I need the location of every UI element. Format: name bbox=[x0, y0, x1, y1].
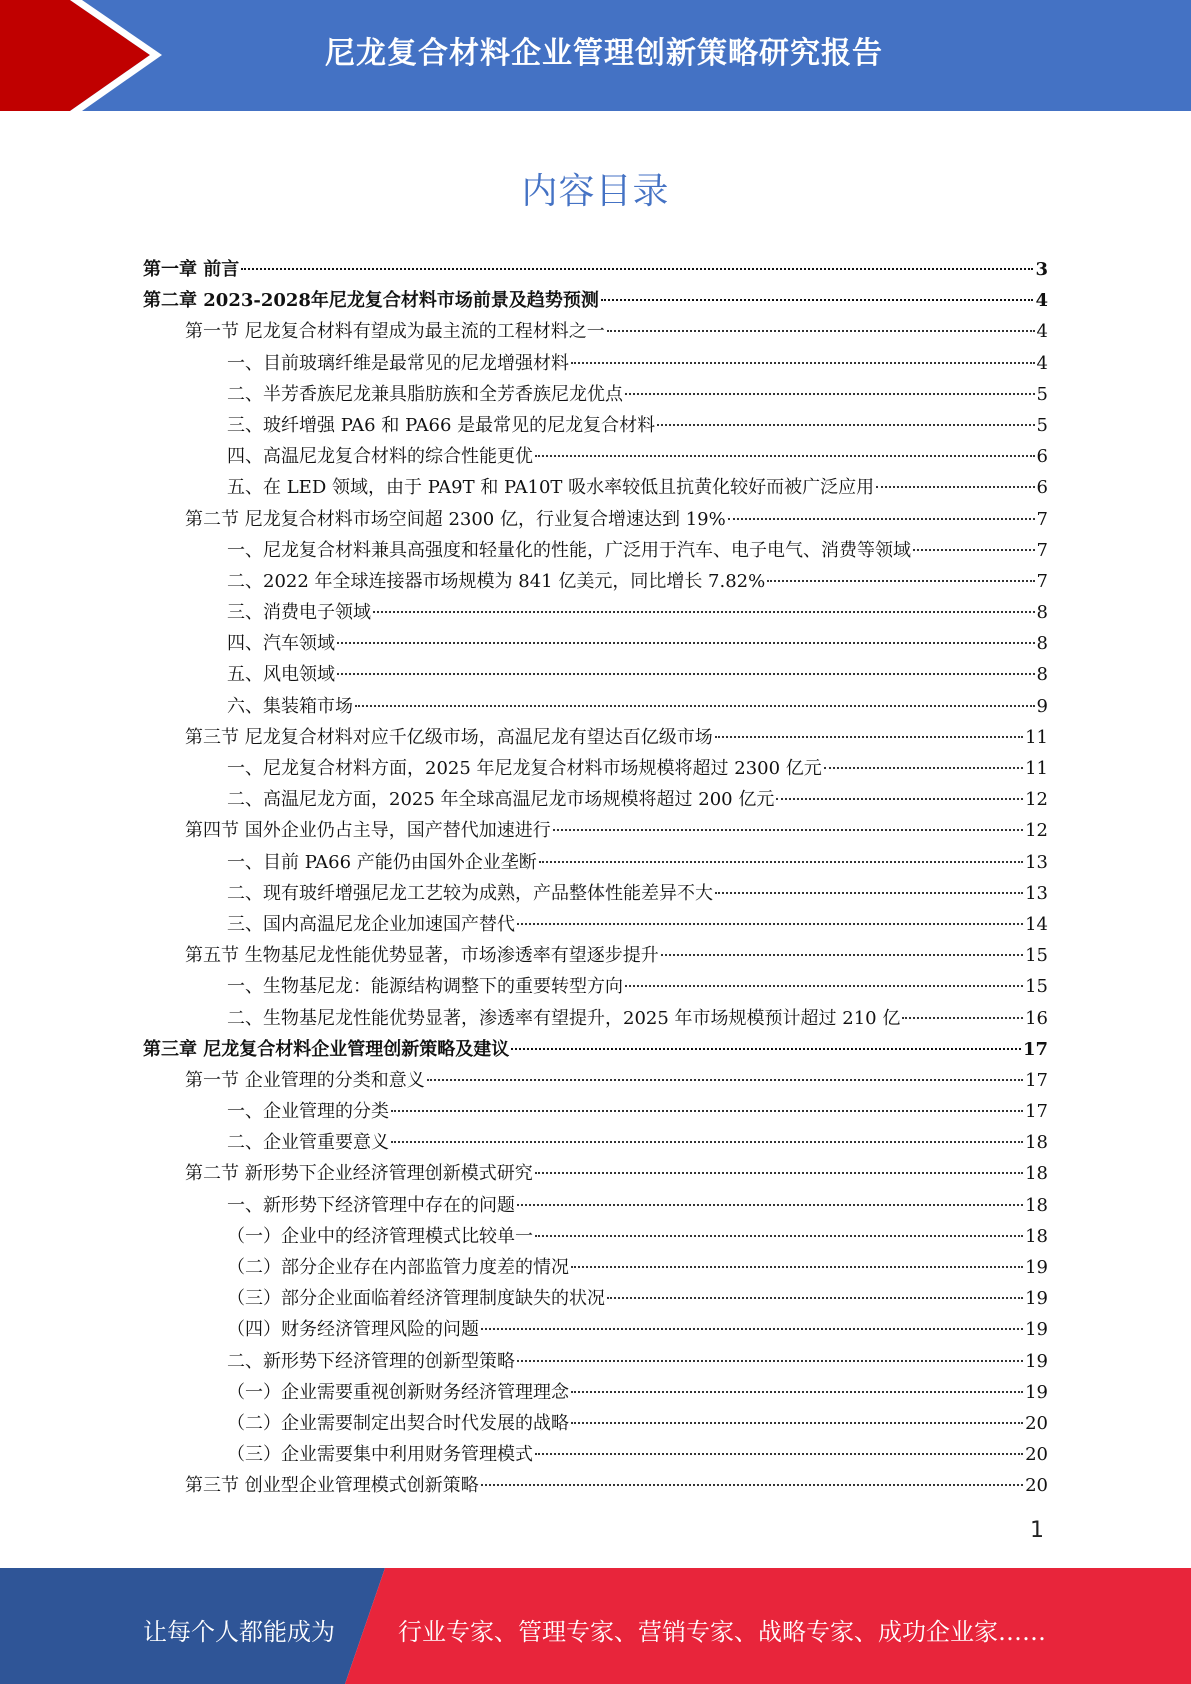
toc-entry-label: 第二节 尼龙复合材料市场空间超 2300 亿，行业复合增速达到 19% bbox=[185, 508, 726, 530]
toc-entry-page: 14 bbox=[1025, 913, 1048, 935]
toc-entry-label: 二、2022 年全球连接器市场规模为 841 亿美元，同比增长 7.82% bbox=[227, 570, 766, 592]
toc-entry-page: 20 bbox=[1025, 1412, 1048, 1434]
toc-dot-leader bbox=[625, 393, 1035, 395]
toc-entry-page: 3 bbox=[1035, 259, 1048, 280]
toc-entry-label: 二、生物基尼龙性能优势显著，渗透率有望提升，2025 年市场规模预计超过 210 亿 bbox=[227, 1007, 901, 1029]
toc-entry[interactable] bbox=[143, 597, 1048, 628]
toc-entry-label: 二、新形势下经济管理的创新型策略 bbox=[227, 1350, 515, 1372]
toc-list bbox=[143, 254, 1048, 1502]
toc-dot-leader bbox=[511, 1048, 1021, 1050]
toc-entry-label: 第三章 尼龙复合材料企业管理创新策略及建议 bbox=[143, 1038, 510, 1060]
toc-entry-label: 第三节 创业型企业管理模式创新策略 bbox=[185, 1475, 479, 1497]
toc-entry-label: 二、企业管重要意义 bbox=[227, 1132, 389, 1154]
toc-entry-label: 第五节 生物基尼龙性能优势显著，市场渗透率有望逐步提升 bbox=[185, 945, 659, 967]
toc-entry-label: 第四节 国外企业仍占主导，国产替代加速进行 bbox=[185, 820, 551, 842]
toc-dot-leader bbox=[517, 1360, 1023, 1362]
toc-entry-page: 11 bbox=[1025, 726, 1048, 748]
toc-entry[interactable] bbox=[143, 753, 1048, 784]
footer-slogan-right: 行业专家、管理专家、营销专家、战略专家、成功企业家…… bbox=[398, 1618, 1046, 1646]
toc-entry-page: 9 bbox=[1036, 695, 1048, 717]
toc-entry-page: 8 bbox=[1036, 664, 1048, 686]
toc-entry-page: 5 bbox=[1036, 383, 1048, 405]
toc-entry-label: 二、半芳香族尼龙兼具脂肪族和全芳香族尼龙优点 bbox=[227, 383, 623, 405]
toc-entry[interactable] bbox=[143, 1252, 1048, 1283]
toc-dot-leader bbox=[607, 1297, 1023, 1299]
toc-entry-page: 19 bbox=[1025, 1381, 1048, 1403]
toc-dot-leader bbox=[913, 549, 1035, 551]
toc-entry-label: 第一章 前言 bbox=[143, 259, 240, 280]
toc-entry-label: 四、汽车领域 bbox=[227, 633, 335, 655]
toc-entry-page: 17 bbox=[1025, 1101, 1048, 1123]
toc-dot-leader bbox=[391, 1141, 1023, 1143]
toc-entry[interactable] bbox=[143, 940, 1048, 971]
toc-dot-leader bbox=[728, 518, 1035, 520]
toc-heading: 内容目录 bbox=[521, 171, 670, 212]
toc-entry-label: 一、尼龙复合材料方面，2025 年尼龙复合材料市场规模将超过 2300 亿元 bbox=[227, 758, 822, 779]
header-red-arrow bbox=[0, 0, 150, 111]
toc-entry-page: 13 bbox=[1025, 882, 1048, 904]
toc-entry-label: 第三节 尼龙复合材料对应千亿级市场，高温尼龙有望达百亿级市场 bbox=[185, 726, 713, 748]
toc-entry[interactable] bbox=[143, 1314, 1048, 1345]
toc-entry[interactable] bbox=[143, 1034, 1048, 1065]
toc-dot-leader bbox=[535, 1235, 1023, 1237]
toc-entry-label: 二、高温尼龙方面，2025 年全球高温尼龙市场规模将超过 200 亿元 bbox=[227, 789, 775, 811]
toc-entry-page: 16 bbox=[1025, 1007, 1048, 1029]
toc-dot-leader bbox=[607, 330, 1035, 332]
toc-entry-page: 18 bbox=[1025, 1132, 1048, 1154]
toc-entry-label: 三、国内高温尼龙企业加速国产替代 bbox=[227, 913, 515, 935]
toc-entry-page: 7 bbox=[1036, 508, 1048, 530]
toc-entry-page: 19 bbox=[1025, 1288, 1048, 1310]
toc-entry-page: 5 bbox=[1036, 414, 1048, 436]
toc-dot-leader bbox=[571, 362, 1035, 364]
toc-entry-page: 17 bbox=[1022, 1038, 1048, 1060]
toc-entry-label: 一、目前 PA66 产能仍由国外企业垄断 bbox=[227, 851, 537, 873]
toc-entry-page: 18 bbox=[1025, 1163, 1048, 1185]
toc-entry[interactable] bbox=[143, 535, 1048, 566]
toc-entry[interactable] bbox=[143, 691, 1048, 722]
toc-entry[interactable] bbox=[143, 254, 1048, 285]
toc-dot-leader bbox=[337, 673, 1035, 675]
toc-entry[interactable] bbox=[143, 847, 1048, 878]
toc-entry[interactable] bbox=[143, 566, 1048, 597]
header-title: 尼龙复合材料企业管理创新策略研究报告 bbox=[325, 36, 883, 71]
toc-entry[interactable] bbox=[143, 285, 1048, 316]
toc-entry[interactable] bbox=[143, 659, 1048, 690]
toc-entry-label: 第二章 2023-2028年尼龙复合材料市场前景及趋势预测 bbox=[143, 290, 599, 312]
toc-dot-leader bbox=[355, 705, 1035, 707]
toc-dot-leader bbox=[337, 642, 1035, 644]
toc-dot-leader bbox=[571, 1422, 1023, 1424]
toc-dot-leader bbox=[373, 611, 1035, 613]
toc-entry-page: 8 bbox=[1036, 633, 1048, 655]
toc-dot-leader bbox=[517, 1204, 1023, 1206]
toc-entry[interactable] bbox=[143, 1065, 1048, 1096]
toc-dot-leader bbox=[391, 1110, 1023, 1112]
toc-entry[interactable] bbox=[143, 1377, 1048, 1408]
toc-entry[interactable] bbox=[143, 472, 1048, 503]
footer-band bbox=[0, 1568, 1191, 1684]
toc-entry-label: 第一节 企业管理的分类和意义 bbox=[185, 1069, 425, 1091]
toc-dot-leader bbox=[625, 985, 1023, 987]
toc-entry[interactable] bbox=[143, 1283, 1048, 1314]
toc-dot-leader bbox=[535, 455, 1035, 457]
toc-dot-leader bbox=[715, 892, 1023, 894]
toc-entry-page: 19 bbox=[1025, 1350, 1048, 1372]
toc-entry[interactable] bbox=[143, 1158, 1048, 1189]
toc-dot-leader bbox=[657, 424, 1034, 426]
toc-entry-label: 六、集装箱市场 bbox=[227, 695, 353, 717]
toc-entry[interactable] bbox=[143, 316, 1048, 347]
toc-entry-page: 7 bbox=[1036, 539, 1048, 561]
toc-entry[interactable] bbox=[143, 348, 1048, 379]
toc-entry-page: 15 bbox=[1025, 945, 1048, 967]
toc-dot-leader bbox=[661, 954, 1023, 956]
toc-entry-page: 13 bbox=[1025, 851, 1048, 873]
toc-entry-label: 三、消费电子领域 bbox=[227, 602, 371, 624]
toc-entry[interactable] bbox=[143, 784, 1048, 815]
toc-entry-page: 19 bbox=[1025, 1257, 1048, 1278]
toc-entry-label: （一）企业中的经济管理模式比较单一 bbox=[227, 1225, 533, 1247]
page-number: 1 bbox=[1030, 1518, 1044, 1543]
toc-dot-leader bbox=[767, 580, 1034, 582]
toc-entry[interactable] bbox=[143, 1190, 1048, 1221]
toc-entry[interactable] bbox=[143, 410, 1048, 441]
toc-entry-page: 20 bbox=[1025, 1444, 1048, 1466]
toc-entry[interactable] bbox=[143, 815, 1048, 846]
toc-entry[interactable] bbox=[143, 878, 1048, 909]
toc-dot-leader bbox=[241, 268, 1033, 270]
toc-entry[interactable] bbox=[143, 1096, 1048, 1127]
toc-entry-label: 一、尼龙复合材料兼具高强度和轻量化的性能，广泛用于汽车、电子电气、消费等领域 bbox=[227, 539, 911, 561]
toc-entry[interactable] bbox=[143, 1221, 1048, 1252]
toc-entry-page: 18 bbox=[1025, 1194, 1048, 1216]
toc-entry[interactable] bbox=[143, 379, 1048, 410]
toc-entry-page: 7 bbox=[1036, 570, 1048, 592]
toc-entry[interactable] bbox=[143, 1346, 1048, 1377]
toc-dot-leader bbox=[571, 1266, 1023, 1268]
toc-entry-page: 20 bbox=[1025, 1475, 1048, 1497]
toc-entry-label: 第一节 尼龙复合材料有望成为最主流的工程材料之一 bbox=[185, 321, 605, 343]
toc-dot-leader bbox=[535, 1453, 1023, 1455]
toc-entry-label: （二）企业需要制定出契合时代发展的战略 bbox=[227, 1412, 569, 1434]
toc-entry-label: 第二节 新形势下企业经济管理创新模式研究 bbox=[185, 1163, 533, 1185]
toc-dot-leader bbox=[876, 486, 1034, 488]
toc-dot-leader bbox=[535, 1172, 1023, 1174]
toc-dot-leader bbox=[902, 1017, 1023, 1019]
toc-entry-page: 15 bbox=[1025, 976, 1048, 998]
toc-entry-label: 一、新形势下经济管理中存在的问题 bbox=[227, 1194, 515, 1216]
toc-entry-label: 五、在 LED 领域，由于 PA9T 和 PA10T 吸水率较低且抗黄化较好而被广泛应用 bbox=[227, 477, 875, 499]
toc-dot-leader bbox=[481, 1484, 1023, 1486]
toc-entry[interactable] bbox=[143, 1408, 1048, 1439]
toc-dot-leader bbox=[571, 1391, 1023, 1393]
toc-entry-page: 6 bbox=[1036, 477, 1048, 499]
toc-entry-label: （三）部分企业面临着经济管理制度缺失的状况 bbox=[227, 1288, 605, 1310]
toc-dot-leader bbox=[824, 767, 1023, 769]
toc-entry[interactable] bbox=[143, 971, 1048, 1002]
toc-dot-leader bbox=[715, 736, 1023, 738]
toc-entry-label: （一）企业需要重视创新财务经济管理理念 bbox=[227, 1381, 569, 1403]
toc-entry[interactable] bbox=[143, 1127, 1048, 1158]
toc-entry-page: 17 bbox=[1025, 1069, 1048, 1091]
toc-dot-leader bbox=[776, 798, 1023, 800]
header-band bbox=[0, 0, 1191, 111]
toc-entry-label: 一、企业管理的分类 bbox=[227, 1101, 389, 1123]
toc-dot-leader bbox=[553, 829, 1023, 831]
toc-entry-page: 4 bbox=[1035, 290, 1048, 312]
toc-entry-page: 4 bbox=[1036, 321, 1048, 343]
toc-entry-label: 五、风电领域 bbox=[227, 664, 335, 686]
toc-entry-label: 一、目前玻璃纤维是最常见的尼龙增强材料 bbox=[227, 352, 569, 374]
toc-entry[interactable] bbox=[143, 1003, 1048, 1034]
toc-entry-page: 8 bbox=[1036, 602, 1048, 624]
toc-entry-label: （四）财务经济管理风险的问题 bbox=[227, 1319, 479, 1341]
toc-entry[interactable] bbox=[143, 504, 1048, 535]
toc-entry-page: 12 bbox=[1025, 789, 1048, 811]
toc-entry-label: （二）部分企业存在内部监管力度差的情况 bbox=[227, 1257, 569, 1278]
toc-entry[interactable] bbox=[143, 441, 1048, 472]
toc-entry-label: 三、玻纤增强 PA6 和 PA66 是最常见的尼龙复合材料 bbox=[227, 414, 656, 436]
toc-entry-page: 18 bbox=[1025, 1225, 1048, 1247]
toc-entry-page: 6 bbox=[1036, 446, 1048, 468]
toc-entry-label: （三）企业需要集中利用财务管理模式 bbox=[227, 1444, 533, 1466]
toc-entry-page: 19 bbox=[1025, 1319, 1048, 1341]
toc-entry-label: 二、现有玻纤增强尼龙工艺较为成熟，产品整体性能差异不大 bbox=[227, 882, 713, 904]
toc-dot-leader bbox=[539, 861, 1023, 863]
toc-dot-leader bbox=[517, 923, 1023, 925]
toc-entry-label: 四、高温尼龙复合材料的综合性能更优 bbox=[227, 446, 533, 468]
footer-slogan-left: 让每个人都能成为 bbox=[143, 1618, 335, 1646]
toc-entry[interactable] bbox=[143, 1470, 1048, 1501]
toc-entry-page: 11 bbox=[1025, 758, 1048, 779]
toc-dot-leader bbox=[427, 1079, 1023, 1081]
toc-dot-leader bbox=[481, 1328, 1023, 1330]
toc-entry[interactable] bbox=[143, 628, 1048, 659]
toc-entry[interactable] bbox=[143, 1439, 1048, 1470]
toc-entry[interactable] bbox=[143, 909, 1048, 940]
toc-dot-leader bbox=[601, 299, 1034, 301]
toc-entry[interactable] bbox=[143, 722, 1048, 753]
toc-entry-page: 12 bbox=[1025, 820, 1048, 842]
toc-entry-label: 一、生物基尼龙：能源结构调整下的重要转型方向 bbox=[227, 976, 623, 998]
toc-entry-page: 4 bbox=[1036, 352, 1048, 374]
